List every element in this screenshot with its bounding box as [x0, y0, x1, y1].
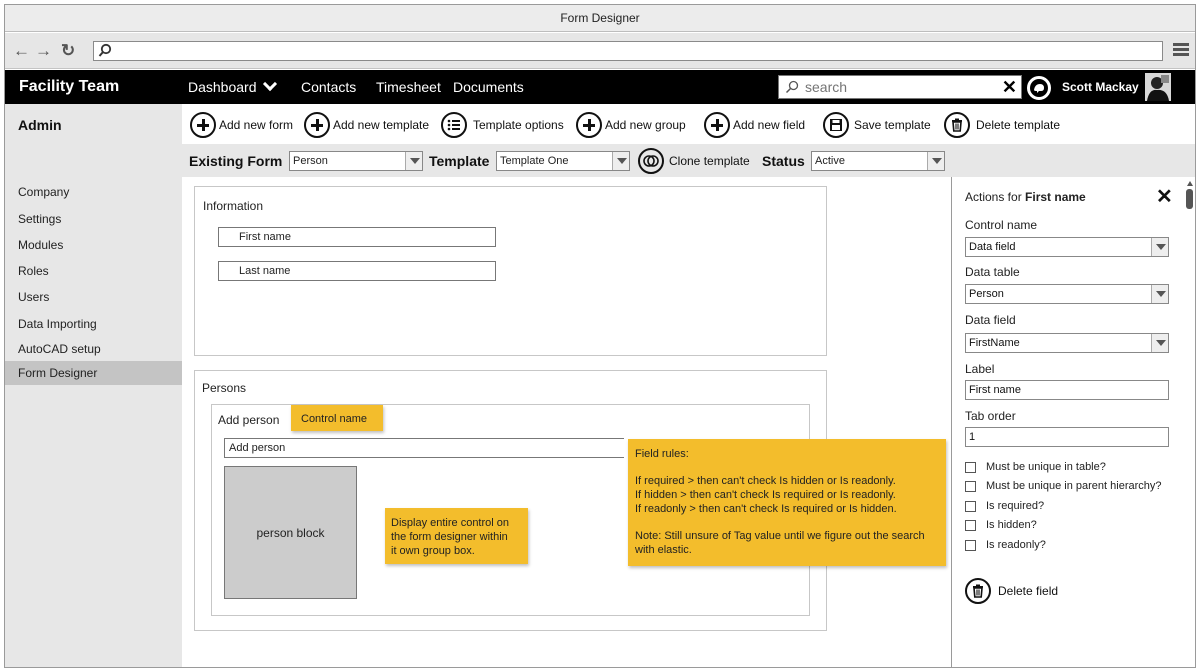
sidebar-item-autocad-setup[interactable]: AutoCAD setup — [18, 342, 101, 356]
delete-field-button[interactable] — [965, 578, 1058, 604]
add-template-label: Add new template — [333, 118, 430, 132]
rule-note-line: Note: Still unsure of Tag value until we figure out the search — [635, 530, 925, 542]
delete-template-button[interactable] — [944, 112, 1060, 138]
scroll-up-icon[interactable] — [1187, 181, 1193, 186]
nav-dashboard[interactable] — [188, 79, 275, 95]
save-icon — [823, 112, 849, 138]
display-control-note — [385, 508, 528, 564]
list-icon — [441, 112, 467, 138]
data-table-label: Data table — [965, 265, 1020, 279]
search-input[interactable] — [805, 78, 995, 96]
rule-line: If hidden > then can't check Is required or Is readonly. — [635, 489, 896, 501]
avatar[interactable] — [1145, 73, 1171, 101]
template-select[interactable] — [496, 151, 630, 171]
checkbox-label: Must be unique in table? — [986, 461, 1106, 473]
persons-group-title: Persons — [202, 381, 247, 395]
plus-circle-icon — [576, 112, 602, 138]
data-field-label: Data field — [965, 313, 1016, 327]
delete-template-label: Delete template — [976, 118, 1061, 132]
sidebar-item-data-importing[interactable]: Data Importing — [18, 317, 97, 331]
checkbox-box[interactable] — [965, 501, 976, 512]
reload-icon[interactable]: ↻ — [61, 41, 76, 60]
forward-arrow-icon[interactable]: → — [35, 41, 52, 60]
clear-search-icon[interactable]: ✕ — [1001, 77, 1017, 97]
browser-window — [4, 4, 1196, 668]
last-name-field[interactable]: Last name — [218, 261, 496, 281]
search-icon — [785, 80, 799, 94]
checkbox-label: Must be unique in parent hierarchy? — [986, 480, 1162, 492]
chevron-down-icon — [262, 77, 276, 91]
clone-template-label: Clone template — [669, 154, 750, 168]
nav-dashboard-label: Dashboard — [188, 79, 257, 95]
information-group-title: Information — [203, 199, 264, 213]
control-name-value: Data field — [969, 241, 1016, 253]
filter-bar — [182, 144, 1196, 177]
chevron-down-icon — [612, 152, 629, 170]
app-header — [5, 70, 1196, 104]
toolbar — [182, 104, 1196, 144]
sidebar-heading: Admin — [18, 117, 62, 133]
chevron-down-icon — [927, 152, 944, 170]
nav-documents[interactable]: Documents — [453, 79, 524, 95]
menu-hamburger-icon[interactable] — [1173, 43, 1189, 57]
unique-in-table-checkbox[interactable] — [965, 461, 1106, 473]
note-line: it own group box. — [391, 545, 475, 557]
user-name[interactable]: Scott Mackay — [1062, 80, 1139, 94]
save-template-button[interactable] — [823, 112, 931, 138]
first-name-field[interactable]: First name — [218, 227, 496, 247]
panel-title — [965, 190, 1086, 204]
brand-title[interactable]: Facility Team — [19, 78, 120, 95]
is-required-checkbox[interactable] — [965, 500, 1044, 512]
save-template-label: Save template — [854, 118, 931, 132]
panel-scrollbar[interactable] — [1185, 181, 1195, 667]
checkbox-box[interactable] — [965, 462, 976, 473]
add-group-button[interactable] — [576, 112, 686, 138]
plus-circle-icon — [304, 112, 330, 138]
control-name-note: Control name — [291, 405, 383, 431]
url-bar[interactable] — [93, 41, 1163, 61]
sidebar-item-modules[interactable]: Modules — [18, 238, 64, 252]
nav-contacts[interactable]: Contacts — [301, 79, 357, 95]
status-select[interactable] — [811, 151, 945, 171]
rule-note-line: with elastic. — [635, 544, 692, 556]
scroll-thumb[interactable] — [1186, 189, 1193, 209]
add-field-button[interactable] — [704, 112, 805, 138]
checkbox-label: Is hidden? — [986, 519, 1037, 531]
unique-in-hierarchy-checkbox[interactable] — [965, 480, 1162, 492]
add-group-label: Add new group — [605, 118, 686, 132]
control-name-label: Control name — [965, 218, 1038, 232]
delete-field-label: Delete field — [998, 584, 1059, 598]
chevron-down-icon — [1151, 285, 1168, 303]
tab-order-label: Tab order — [965, 409, 1016, 423]
field-rules-note — [628, 439, 946, 566]
tab-order-input[interactable]: 1 — [965, 427, 1169, 447]
add-form-button[interactable] — [190, 112, 293, 138]
checkbox-box[interactable] — [965, 540, 976, 551]
trash-icon — [944, 112, 970, 138]
rules-title: Field rules: — [635, 448, 689, 460]
panel-title-prefix: Actions for — [965, 190, 1026, 204]
note-line: Display entire control on — [391, 517, 510, 529]
existing-form-value: Person — [293, 155, 328, 167]
rule-line: If required > then can't check Is hidden or Is readonly. — [635, 475, 896, 487]
status-label: Status — [762, 153, 805, 169]
back-arrow-icon[interactable]: ← — [13, 41, 30, 60]
trash-icon — [965, 578, 991, 604]
search-box — [778, 75, 1022, 99]
chevron-down-icon — [1151, 334, 1168, 352]
existing-form-label: Existing Form — [189, 153, 283, 169]
add-form-label: Add new form — [219, 118, 294, 132]
chevron-down-icon — [405, 152, 422, 170]
window-title: Form Designer — [5, 5, 1195, 32]
sidebar-item-roles[interactable]: Roles — [18, 264, 49, 278]
person-block[interactable]: person block — [224, 466, 357, 599]
clone-template-button[interactable] — [638, 148, 750, 174]
existing-form-select[interactable] — [289, 151, 423, 171]
checkbox-box[interactable] — [965, 520, 976, 531]
panel-title-field: First name — [1025, 190, 1086, 204]
plus-circle-icon — [190, 112, 216, 138]
is-hidden-checkbox[interactable] — [965, 519, 1037, 531]
status-value: Active — [815, 155, 845, 167]
add-template-button[interactable] — [304, 112, 429, 138]
nav-timesheet[interactable]: Timesheet — [376, 79, 441, 95]
data-field-select[interactable] — [965, 333, 1169, 353]
note-line: the form designer within — [391, 531, 508, 543]
sidebar — [5, 104, 182, 668]
sidebar-item-users[interactable]: Users — [18, 290, 50, 304]
add-person-tab[interactable]: Add person — [218, 413, 280, 427]
label-input[interactable]: First name — [965, 380, 1169, 400]
notifications-icon[interactable] — [1027, 76, 1051, 100]
sidebar-item-form-designer[interactable]: Form Designer — [5, 361, 182, 385]
template-options-label: Template options — [473, 118, 564, 132]
data-table-select[interactable] — [965, 284, 1169, 304]
checkbox-box[interactable] — [965, 481, 976, 492]
data-field-value: FirstName — [969, 337, 1020, 349]
checkbox-label: Is required? — [986, 500, 1045, 512]
template-options-button[interactable] — [441, 112, 564, 138]
sidebar-item-company[interactable]: Company — [18, 185, 70, 199]
search-icon — [98, 43, 112, 59]
chevron-down-icon — [1151, 238, 1168, 256]
is-readonly-checkbox[interactable] — [965, 539, 1046, 551]
plus-circle-icon — [704, 112, 730, 138]
checkbox-label: Is readonly? — [986, 539, 1046, 551]
data-table-value: Person — [969, 288, 1004, 300]
information-group[interactable] — [194, 186, 827, 356]
browser-toolbar — [5, 33, 1195, 69]
sidebar-item-settings[interactable]: Settings — [18, 212, 62, 226]
clone-icon — [638, 148, 664, 174]
rule-line: If readonly > then can't check Is required or Is hidden. — [635, 503, 897, 515]
add-field-label: Add new field — [733, 118, 806, 132]
close-icon[interactable]: ✕ — [1156, 186, 1173, 208]
template-value: Template One — [500, 155, 569, 167]
label-label: Label — [965, 362, 995, 376]
template-label: Template — [429, 153, 490, 169]
add-person-field[interactable]: Add person — [224, 438, 624, 458]
field-actions-panel — [951, 177, 1196, 668]
control-name-select[interactable] — [965, 237, 1169, 257]
